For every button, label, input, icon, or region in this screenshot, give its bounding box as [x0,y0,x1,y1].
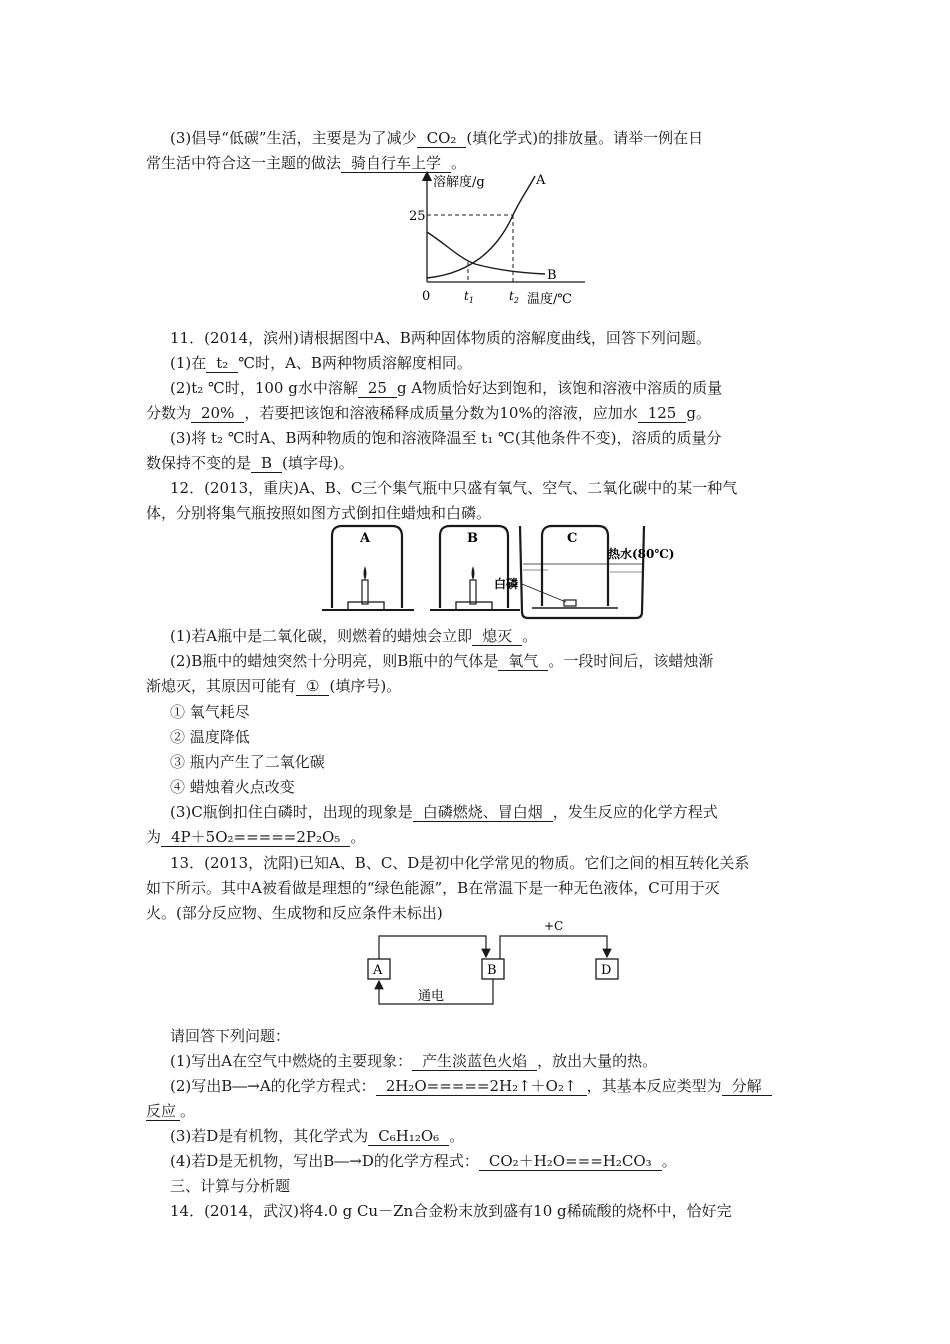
solubility-curve-figure [395,170,595,310]
q11-part2-line2: 分数为 20% ，若要把该饱和溶液稀释成质量分数为10%的溶液，应加水 125 g。 [146,404,711,422]
q13-ask: 请回答下列问题： [170,1027,291,1045]
t2-label: $t_2$ [509,289,519,305]
bottle-c-label: C [567,531,578,546]
answer-blank: 产生淡蓝色火焰 [412,1052,537,1071]
answer-blank: CO₂＋H₂O===H₂CO₃ [479,1152,662,1171]
q13-stem-line1: 13．(2013，沈阳)已知A、B、C、D是初中化学常见的物质。它们之间的相互转化关系 [170,854,750,872]
q12-part2-line1: (2)B瓶中的蜡烛突然十分明亮，则B瓶中的气体是 氧气 。一段时间后，该蜡烛渐 [170,652,714,670]
answer-blank: C₆H₁₂O₆ [368,1127,449,1146]
answer-blank: 2H₂O=====2H₂↑＋O₂↑ [376,1077,587,1096]
q12-stem-line2: 体，分别将集气瓶按照如图方式倒扣住蜡烛和白磷。 [146,504,492,522]
answer-blank: 125 [638,404,687,423]
x-axis-label: 温度/℃ [527,292,572,307]
q12-stem-line1: 12．(2013，重庆)A、B、C三个集气瓶中只盛有氧气、空气、二氧化碳中的某一种气 [170,479,738,497]
answer-blank: 反应 [146,1102,180,1121]
y-axis-label: 溶解度/g [433,175,485,190]
origin-label: 0 [422,289,431,304]
answer-blank: 熄灭 [472,627,522,646]
answer-blank: ① [296,677,329,696]
answer-blank: B [251,454,282,473]
q11-part3-line2: 数保持不变的是 B (填字母)。 [146,454,354,472]
q12-option-4: ④ 蜡烛着火点改变 [170,778,295,796]
answer-blank: 分解 [722,1077,772,1096]
section-3-title: 三、计算与分析题 [170,1177,291,1195]
hot-water-label: 热水(80℃) [608,547,675,561]
q13-part4: (4)若D是无机物，写出B―→D的化学方程式： CO₂＋H₂O===H₂CO₃ 。 [170,1152,677,1170]
answer-blank: CO₂ [417,129,467,148]
node-d-label: D [601,963,612,978]
q11-part1: (1)在 t₂ ℃时，A、B两种物质溶解度相同。 [170,354,472,372]
curve-b-label: B [547,268,557,283]
answer-blank: 骑自行车上学 [341,154,451,173]
q13-part3: (3)若D是有机物，其化学式为 C₆H₁₂O₆ 。 [170,1127,465,1145]
t1-label: $t_1$ [464,289,474,305]
q12-option-3: ③ 瓶内产生了二氧化碳 [170,753,325,771]
bottle-a-label: A [360,531,371,546]
gas-bottles-figure [318,522,675,622]
q12-part1: (1)若A瓶中是二氧化碳，则燃着的蜡烛会立即 熄灭 。 [170,627,538,645]
y-tick-25: 25 [409,209,426,224]
q11-stem: 11．(2014，滨州)请根据图中A、B两种固体物质的溶解度曲线，回答下列问题。 [170,329,711,347]
q14-stem-line1: 14．(2014，武汉)将4.0 g Cu－Zn合金粉末放到盛有10 g稀硫酸的烧杯中，恰好完 [170,1202,732,1220]
node-a-label: A [373,963,383,978]
answer-blank: 4P＋5O₂=====2P₂O₅ [161,828,350,847]
q12-option-1: ① 氧气耗尽 [170,703,250,721]
bottle-b [430,526,520,610]
q11-part3-line1: (3)将 t₂ ℃时A、B两种物质的饱和溶液降温至 t₁ ℃(其他条件不变)，溶质的质量分 [170,429,722,447]
q13-part2-line1: (2)写出B―→A的化学方程式： 2H₂O=====2H₂↑＋O₂↑ ，其基本反应类型为 分解 [170,1074,810,1098]
q12-part3-line2: 为 4P＋5O₂=====2P₂O₅ 。 [146,828,366,846]
answer-blank: t₂ [206,354,238,373]
answer-blank: 白磷燃烧、冒白烟 [413,803,553,822]
q13-stem-line2: 如下所示。其中A被看做是理想的“绿色能源”，B在常温下是一种无色液体，C可用于灭 [146,879,720,897]
arrow-b-to-d [500,936,607,959]
q12-option-2: ② 温度降低 [170,728,250,746]
q13-stem-line3: 火。(部分反应物、生成物和反应条件未标出) [146,904,443,922]
q10-part3-line1: (3)倡导“低碳”生活，主要是为了减少 CO₂ (填化学式)的排放量。请举一例在日 [170,129,704,147]
q13-part2-line2: 反应 。 [146,1102,196,1120]
q12-part3-line1: (3)C瓶倒扣住白磷时，出现的现象是 白磷燃烧、冒白烟 ，发生反应的化学方程式 [170,803,718,821]
bottle-a [322,526,414,610]
white-phosphorus-label: 白磷 [494,577,519,591]
bottle-b-label: B [467,531,478,546]
q12-part2-line2: 渐熄灭，其原因可能有 ① (填序号)。 [146,677,402,695]
conversion-diagram [360,916,630,1016]
answer-blank: 25 [358,379,397,398]
answer-blank: 氧气 [498,652,548,671]
q13-part1: (1)写出A在空气中燃烧的主要现象： 产生淡蓝色火焰 ，放出大量的热。 [170,1052,658,1070]
q11-part2-line1: (2)t₂ ℃时，100 g水中溶解 25 g A物质恰好达到饱和，该饱和溶液中溶质的质量 [170,379,723,397]
answer-blank: 20% [191,404,244,423]
curve-a-label: A [536,173,546,188]
node-b-label: B [487,963,497,978]
plus-c-label: +C [544,919,564,933]
arrow-a-to-b [379,936,486,959]
electrolysis-label: 通电 [418,989,445,1004]
q10-part3-line2: 常生活中符合这一主题的做法 骑自行车上学 。 [146,154,467,172]
curve-a [427,176,535,278]
bottle-c-beaker [494,526,674,618]
